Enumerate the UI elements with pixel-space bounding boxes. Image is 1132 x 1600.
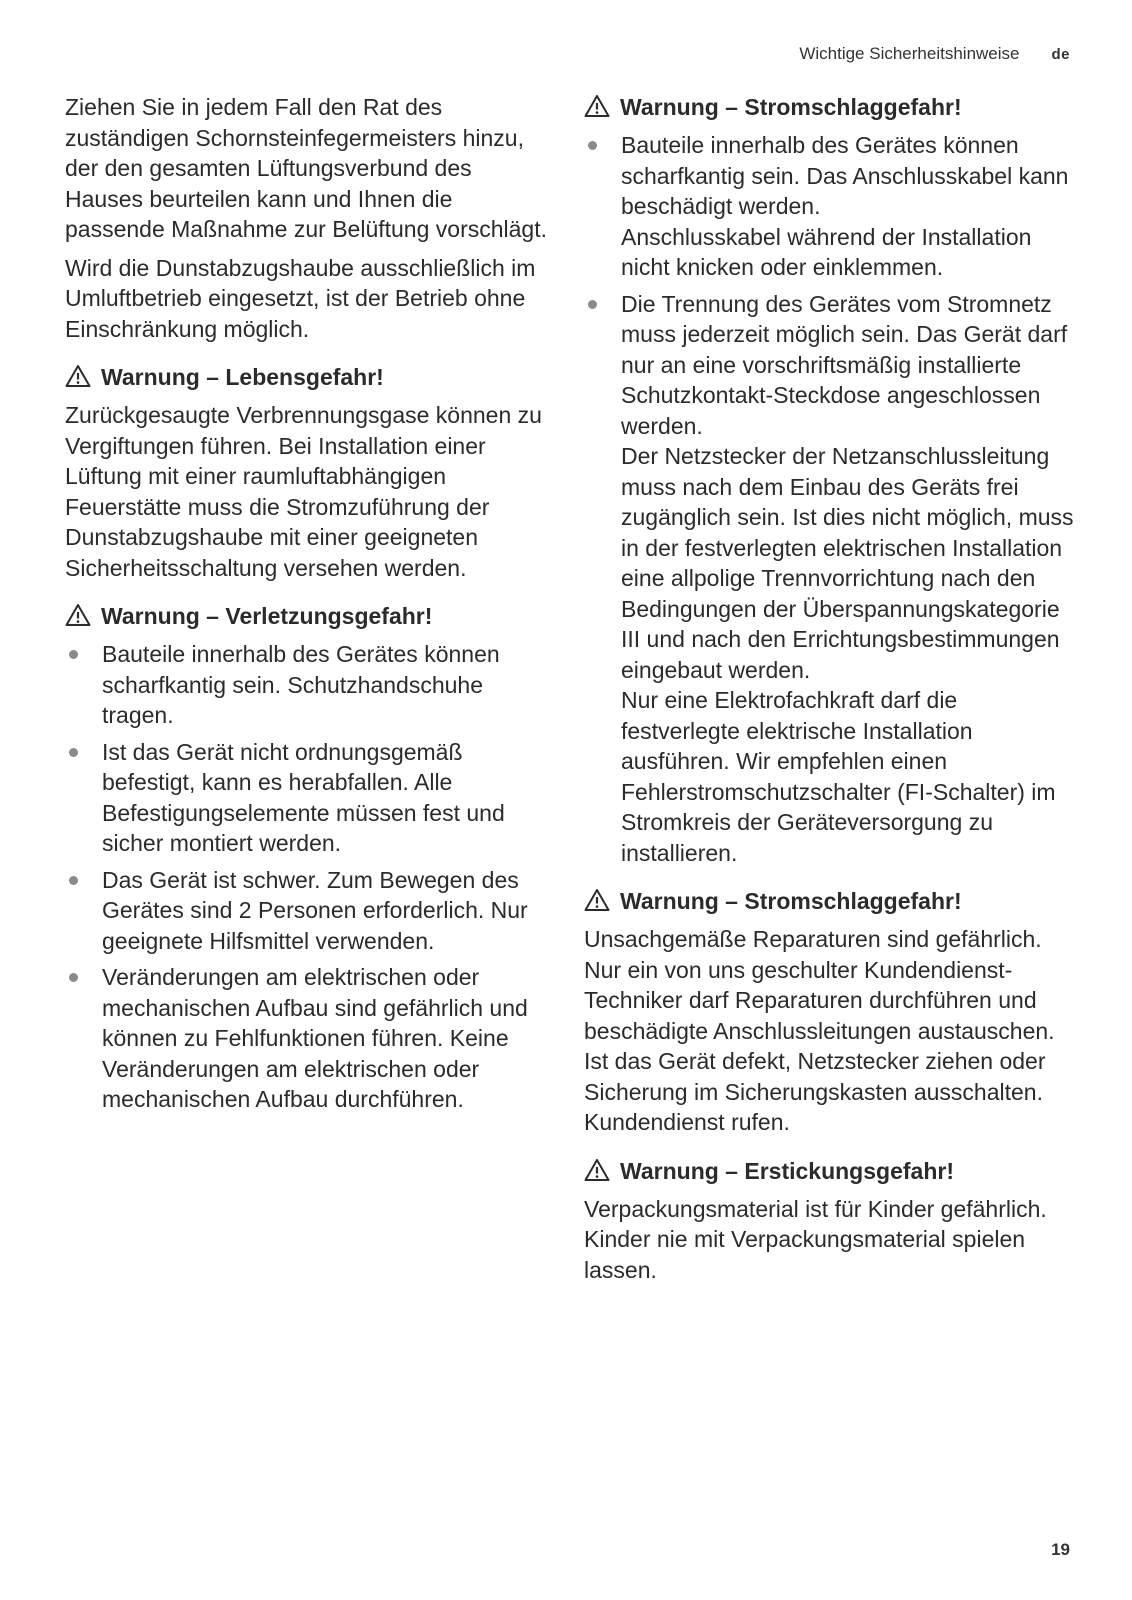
- section-title: Wichtige Sicherheitshinweise: [799, 44, 1020, 63]
- list-item-text: Das Gerät ist schwer. Zum Bewegen des Gerätes sind 2 Personen erforderlich. Nur geeignete Hilfsmittel verwenden.: [102, 866, 528, 954]
- bullet-icon: [69, 973, 78, 982]
- warning-heading-erstickungsgefahr: [584, 1156, 1074, 1186]
- list-item: [584, 289, 1074, 869]
- warning-triangle-icon: [65, 364, 93, 390]
- bullet-icon: [588, 300, 597, 309]
- left-column: [65, 92, 555, 1123]
- list-item-text: Veränderungen am elektrischen oder mechanischen Aufbau sind gefährlich und können zu Fehlfunktionen führen. Keine Veränderungen am elektrischen oder mechanischen Aufbau durchführen.: [102, 964, 528, 1112]
- list-item: [65, 865, 555, 957]
- list-item-text: Nur eine Elektrofachkraft darf die festverlegte elektrische Installation ausführen. Wir empfehlen einen Fehlerstromschutzschalter (FI-Schalter) im Stromkreis der Geräteversorgung zu installieren.: [621, 687, 1056, 866]
- language-code: de: [1051, 46, 1070, 63]
- page-number: 19: [1051, 1540, 1070, 1559]
- list-item-text: Die Trennung des Gerätes vom Stromnetz muss jederzeit möglich sein. Das Gerät darf nur an eine vorschriftsmäßig installierte Schutzkontakt-Steckdose angeschlossen werden.: [621, 290, 1068, 439]
- list-item: [584, 130, 1074, 283]
- warning-heading-verletzungsgefahr: [65, 601, 555, 631]
- list-item: [65, 962, 555, 1115]
- warning-title: Warnung – Erstickungsgefahr!: [620, 1157, 954, 1184]
- warning-text: Verpackungsmaterial ist für Kinder gefährlich. Kinder nie mit Verpackungsmaterial spielen lassen.: [584, 1195, 1047, 1283]
- warning-title: Warnung – Stromschlaggefahr!: [620, 888, 962, 914]
- right-column: [584, 92, 1074, 1293]
- list-item-text: Anschlusskabel während der Installation nicht knicken oder einklemmen.: [621, 223, 1032, 280]
- warning-triangle-icon: [584, 94, 612, 120]
- warning-text: Zurückgesaugte Verbrennungsgase können zu Vergiftungen führen. Bei Installation einer Lüftung mit einer raumluftabhängigen Feuerstätte muss die Stromzuführung der Dunstabzugshaube mit einer geeigneten Sicherheitsschaltung versehen werden.: [65, 402, 542, 581]
- list-item: [65, 737, 555, 859]
- warning-triangle-icon: [584, 888, 612, 914]
- page-header: [799, 44, 1070, 64]
- list-item: [65, 639, 555, 731]
- warning-title: Warnung – Stromschlaggefahr!: [620, 94, 962, 120]
- electric-shock-warning-list: [584, 130, 1074, 868]
- bullet-icon: [69, 650, 78, 659]
- intro-paragraph: Ziehen Sie in jedem Fall den Rat des zuständigen Schornsteinfegermeisters hinzu, der den gesamten Lüftungsverbund des Hauses beurteilen kann und Ihnen die passende Maßnahme zur Belüftung vorschlägt.: [65, 94, 547, 242]
- bullet-icon: [69, 748, 78, 757]
- bullet-icon: [588, 141, 597, 150]
- warning-text: Unsachgemäße Reparaturen sind gefährlich. Nur ein von uns geschulter Kundendienst-Techniker darf Reparaturen durchführen und beschädigte Anschlussleitungen austauschen. Ist das Gerät defekt, Netzstecker ziehen oder Sicherung im Sicherungskasten ausschalten. Kundendienst rufen.: [584, 926, 1055, 1135]
- warning-title: Warnung – Verletzungsgefahr!: [101, 603, 433, 629]
- warning-heading-stromschlaggefahr-2: [584, 886, 1074, 916]
- recirculation-paragraph: Wird die Dunstabzugshaube ausschließlich im Umluftbetrieb eingesetzt, ist der Betrieb ohne Einschränkung möglich.: [65, 254, 536, 342]
- bullet-icon: [69, 876, 78, 885]
- list-item-text: Bauteile innerhalb des Gerätes können scharfkantig sein. Das Anschlusskabel kann beschädigt werden.: [621, 132, 1069, 219]
- injury-warning-list: [65, 639, 555, 1115]
- warning-heading-lebensgefahr: [65, 362, 555, 392]
- list-item-text: Bauteile innerhalb des Gerätes können scharfkantig sein. Schutzhandschuhe tragen.: [102, 641, 500, 728]
- warning-title: Warnung – Lebensgefahr!: [101, 364, 384, 390]
- warning-triangle-icon: [584, 1158, 612, 1184]
- warning-heading-stromschlaggefahr: [584, 92, 1074, 122]
- list-item-text: Der Netzstecker der Netzanschlussleitung muss nach dem Einbau des Geräts frei zugänglich sein. Ist dies nicht möglich, muss in der festverlegten elektrischen Installation eine allpolige Trennvorrichtung nach den Bedingungen der Überspannungskategorie III und nach den Errichtungsbestimmungen eingebaut werden.: [621, 443, 1074, 683]
- warning-triangle-icon: [65, 603, 93, 629]
- list-item-text: Ist das Gerät nicht ordnungsgemäß befestigt, kann es herabfallen. Alle Befestigungselemente müssen fest und sicher montiert werden.: [102, 738, 505, 856]
